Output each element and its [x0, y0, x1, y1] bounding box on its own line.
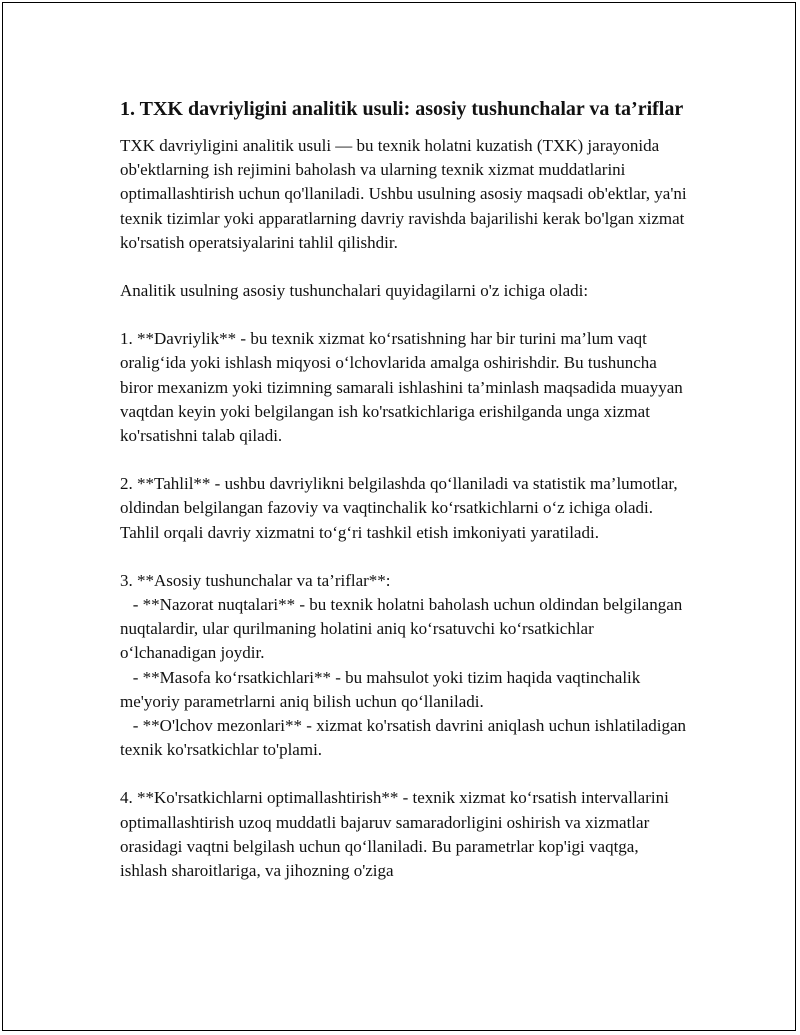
- intro-paragraph: TXK davriyligini analitik usuli — bu texnik holatni kuzatish (TXK) jarayonida ob'ektlarning ish rejimini baholash va ularning texnik xizmat muddatlarini optimallashtirish uchun qo'llaniladi. Ushbu usulning asosiy maqsadi ob'ektlar, ya'ni texnik tizimlar yoki apparatlarning davriy ravishda bajarilishi kerak bo'lgan xizmat ko'rsatish operatsiyalarini tahlil qilishdir.: [120, 136, 687, 252]
- definition-distance-indicators: - **Masofa ko‘rsatkichlari** - bu mahsulot yoki tizim haqida vaqtinchalik me'yoriy parametrlarni aniq bilish uchun qo‘llaniladi.: [120, 667, 645, 711]
- list-item-analysis: 2. **Tahlil** - ushbu davriylikni belgilashda qo‘llaniladi va statistik ma’lumotlar, oldindan belgilangan fazoviy va vaqtinchalik ko‘rsatkichlarni o‘z ichiga oladi. Tahlil orqali davriy xizmatni to‘g‘ri tashkil etish imkoniyati yaratiladi.: [120, 474, 678, 542]
- list-item-optimization: 4. **Ko'rsatkichlarni optimallashtirish** - texnik xizmat ko‘rsatish intervallarini optimallashtirish uzoq muddatli bajaruv samaradorligini oshirish va xizmatlar orasidagi vaqtni belgilash uchun qo‘llaniladi. Bu parametrlar kop'igi vaqtga, ishlash sharoitlariga, va jihozning o'ziga: [120, 788, 669, 881]
- definition-control-points: - **Nazorat nuqtalari** - bu texnik holatni baholash uchun oldindan belgilangan nuqtalardir, ular qurilmaning holatini aniq ko‘rsatuvchi ko‘rsatkichlar o‘lchanadigan joydir.: [120, 595, 687, 663]
- definitions-title: 3. **Asosiy tushunchalar va ta’riflar**:: [120, 570, 391, 590]
- list-item-periodicity: 1. **Davriylik** - bu texnik xizmat ko‘rsatishning har bir turini ma’lum vaqt oralig‘ida yoki ishlash miqyosi o‘lchovlarida amalga oshirishdir. Bu tushuncha biror mexanizm yoki tizimning samarali ishlashini ta’minlash maqsadida muayyan vaqtdan keyin yoki belgilangan ish ko'rsatkichlariga erishilganda unga xizmat ko'rsatishni talab qiladi.: [120, 329, 683, 446]
- page-frame: [2, 2, 796, 1031]
- section-heading: 1. TXK davriyligini analitik usuli: asosiy tushunchalar va ta’riflar: [120, 98, 684, 120]
- document-body: [120, 96, 690, 907]
- definition-measurement-criteria: - **O'lchov mezonlari** - xizmat ko'rsatish davrini aniqlash uchun ishlatiladigan texnik ko'rsatkichlar to'plami.: [120, 716, 691, 760]
- list-item-definitions: [120, 569, 690, 763]
- concepts-intro: Analitik usulning asosiy tushunchalari quyidagilarni o'z ichiga oladi:: [120, 281, 589, 301]
